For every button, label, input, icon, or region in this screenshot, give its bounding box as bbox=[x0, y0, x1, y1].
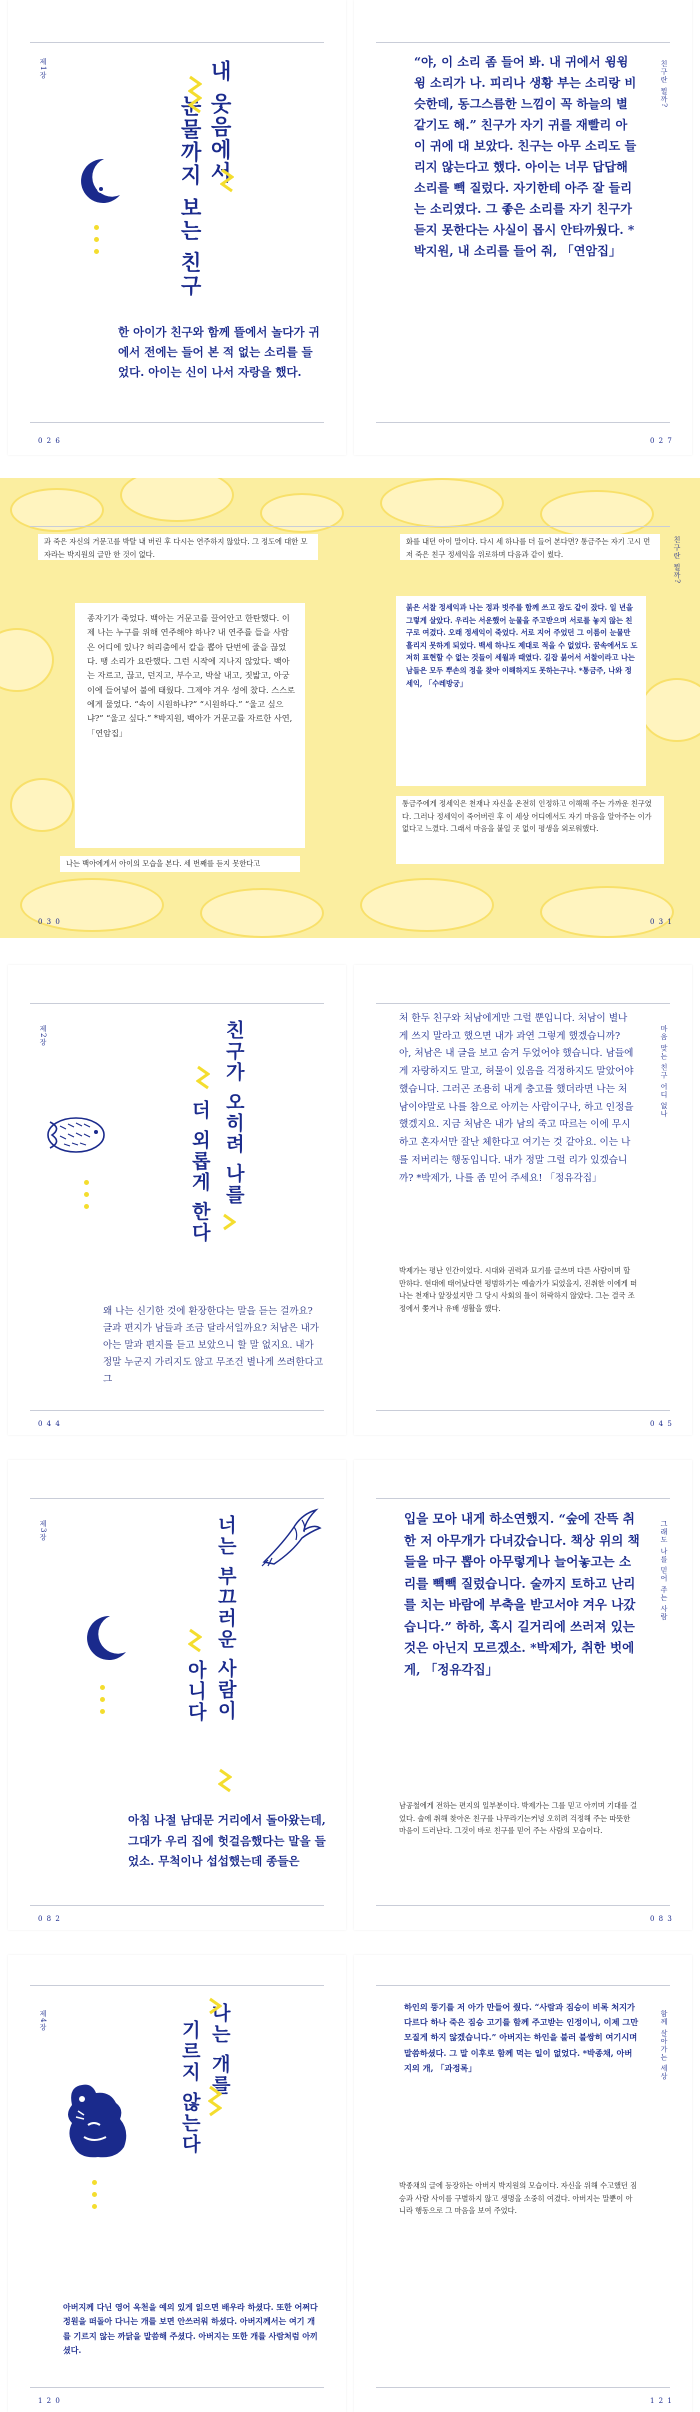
quote-text: 종자기가 죽었다. 백아는 거문고를 끌어안고 한탄했다. 이제 나는 누구를 위해 연주해야 하나? 내 연주를 들을 사람은 어디에 있나? 허리춤에서 칼을 뽑아 단번에 줄을 끊었다. 땡 소리가 요란했다. 그런 시작에 지나지 않았다. 백아는 자르고, 끊고, 던지고, 부수고, 박살 내고, 짓밟고, 아궁이에 들어넣어 불에 태웠다. 그제야 겨우 성에 찼다. 스스로에게 물었다. “속이 시원하냐?” “시원하다.” “울고 싶으냐?” “울고 싶다.” *박지원, 백아가 거문고를 자르한 사연, 「연암집」 bbox=[87, 613, 295, 738]
spread-3 bbox=[0, 965, 700, 1435]
top-rule bbox=[30, 1003, 324, 1004]
yellow-dots bbox=[94, 225, 100, 261]
folio: 0 2 6 bbox=[38, 437, 61, 445]
running-head: 함께 살아가는 세상 bbox=[660, 2010, 668, 2081]
bird-icon bbox=[254, 1502, 324, 1572]
cloud-pattern bbox=[0, 628, 54, 692]
top-rule bbox=[376, 1498, 670, 1499]
top-text-box bbox=[400, 534, 660, 560]
folio: 1 2 1 bbox=[650, 2397, 673, 2405]
quote-text: “야, 이 소리 좀 들어 봐. 내 귀에서 윙윙윙 소리가 나. 피리나 생황 부는 소리랑 비슷한데, 동그스름한 느낌이 꼭 하늘의 별 같기도 해.” 친구가 자기 귀를 재빨리 아이 귀에 대 보았다. 친구는 아무 소리도 들리지 않는다고 했다. 아이는 너무 답답해 소리를 빽 질렀다. 자기한테 아주 잘 들리는 소리였다. 그 좋은 소리를 자기 친구가 듣지 못한다는 사실이 몹시 안타까웠다. *박지원, 내 소리를 들어 줘, 「연암집」 bbox=[414, 55, 637, 258]
folio: 0 4 4 bbox=[38, 1420, 61, 1428]
chapter-title-col1: 너는 부끄러운 사람이 bbox=[214, 1515, 237, 1722]
bottom-rule bbox=[30, 2387, 324, 2388]
chapter-title-col2: 눈물까지 보는 친구 bbox=[178, 95, 204, 298]
bottom-rule bbox=[30, 1905, 324, 1906]
folio: 0 2 7 bbox=[650, 437, 673, 445]
intro-text: 아버지께 다닌 영어 옥천을 예의 있게 읽으면 배우라 하셨다. 또한 어쩌다 정원을 떠돌아 다니는 개를 보면 안쓰러워 하셨다. 아버지께서는 여기 개를 기르지 않는 까닭을 말씀해 주셨다. 아버지는 또한 개를 사람처럼 아끼셨다. bbox=[63, 2302, 318, 2356]
top-rule bbox=[30, 526, 670, 527]
bottom-rule bbox=[30, 1410, 324, 1411]
quote-text: 입을 모아 내게 하소연했지. “숲에 잔뜩 취한 저 아무개가 다녀갔습니다. 책상 위의 책들을 마구 뽑아 아무렇게나 늘어놓고는 소리를 빽빽 질렀습니다. 술까지 토하고 난리를 치는 바람에 부축을 받고서야 겨우 나갔습니다.” 하하, 혹시 길거리에 쓰러져 있는 것은 아닌지 모르겠소. *박제가, 취한 벗에게, 「정유각집」 bbox=[404, 1511, 640, 1677]
page-26 bbox=[8, 0, 346, 455]
top-rule bbox=[376, 1985, 670, 1986]
cloud-pattern bbox=[640, 678, 700, 742]
running-head: 친구란 뭘까? bbox=[673, 536, 681, 584]
fish-icon bbox=[42, 1110, 114, 1160]
bottom-rule bbox=[376, 1905, 670, 1906]
quote-box bbox=[75, 603, 305, 848]
page-120 bbox=[8, 1955, 346, 2412]
chapter-label: 제1장 bbox=[39, 58, 47, 80]
cloud-pattern bbox=[10, 778, 74, 832]
folio: 1 2 0 bbox=[38, 2397, 61, 2405]
chapter-title-col2: 기르지 않는다 bbox=[178, 2020, 201, 2155]
cloud-pattern bbox=[260, 493, 344, 533]
chapter-label: 제3장 bbox=[39, 1520, 47, 1542]
top-text: 화를 내던 아이 말이다. 다시 세 하나를 더 들어 본다면? 통금주는 자기 고시 먼저 죽은 친구 정세익을 위로하며 다음과 같이 썼다. bbox=[406, 537, 651, 559]
zigzag-icon bbox=[208, 1997, 222, 2019]
top-rule bbox=[30, 1985, 324, 1986]
bottom-text-box bbox=[396, 796, 664, 864]
chapter-title-col1: 나는 개를 bbox=[208, 2003, 231, 2096]
quote-box bbox=[396, 596, 646, 786]
folio: 0 4 5 bbox=[650, 1420, 673, 1428]
bottom-rule bbox=[376, 2387, 670, 2388]
chapter-label: 제4장 bbox=[39, 2010, 47, 2032]
top-rule bbox=[30, 42, 324, 43]
spread-2-cloud-background bbox=[0, 478, 700, 938]
folio: 0 8 2 bbox=[38, 1915, 61, 1923]
bottom-text-box bbox=[60, 856, 300, 872]
chapter-title-col2: 아니다 bbox=[184, 1660, 207, 1723]
cloud-pattern bbox=[540, 886, 674, 938]
zigzag-icon bbox=[196, 1065, 210, 1093]
quote-text: 하인의 뚱기를 저 아가 만들어 줬다. “사람과 짐승이 비록 처지가 다르다 하나 죽은 짐승 고기를 함께 주고받는 인정이니, 이제 그만 모질게 하지 않겠습니다.” 아버지는 하인을 불러 불쌍히 여기시며 말씀하셨다. 그 말 이후로 함께 먹는 일이 없었다. *박종채, 아버지의 개, 「과정록」 bbox=[404, 2002, 639, 2073]
quote-text: 처 한두 친구와 처남에게만 그럴 뿐입니다. 처남이 별나게 쓰지 말라고 했으면 내가 과연 그렇게 했겠습니까? 아, 처남은 내 글을 보고 숨겨 두었어야 했습니다. 남들에게 자랑하지도 말고, 허물이 있음을 걱정하지도 말았어야 했습니다. 그러곤 조용히 내게 충고를 했더라면 나는 처남이야말로 나를 참으로 아끼는 사람이구나, 하고 인정을 했겠지요. 지금 처남은 내가 남의 죽고 따르는 이에 무시하고 혼자서만 잘난 체한다고 여기는 것 같아요. 이는 나를 저버리는 행동입니다. 내가 정말 그럴 리가 있겠습니까? *박제가, 나를 좀 믿어 주세요! 「정유각집」 bbox=[399, 1013, 634, 1184]
page-45 bbox=[354, 965, 692, 1435]
dog-icon bbox=[58, 2075, 142, 2163]
folio: 0 8 3 bbox=[650, 1915, 673, 1923]
zigzag-icon bbox=[188, 75, 202, 115]
spread-5 bbox=[0, 1955, 700, 2412]
quote-text: 붉은 서찰 정세익과 나는 정과 벗주를 함께 쓰고 잠도 같이 잤다. 일 년을 그렇게 살았다. 우리는 서운했어 눈물을 주고받으며 서로를 놓지 않는 친구로 여겼다. 오래 정세익이 죽었다. 서로 지어 주었던 그 이름이 눈물만 흘리지 못하게 되었다. 백세 하나도 제대로 적을 수 없었다. 꿈속에서도 도저히 표현할 수 없는 것들이 세월과 때였다. 길잡 붉어서 서찰이라고 나는 남들은 모두 뿌손의 정을 찾아 이해하지도 못하는구나. *통금주, 나와 정세익, 「수레방궁」 bbox=[406, 603, 638, 688]
intro-text: 한 아이가 친구와 함께 뜰에서 놀다가 귀에서 전에는 들어 본 적 없는 소리를 들었다. 아이는 신이 나서 자랑을 했다. bbox=[118, 325, 320, 380]
chapter-title-col1: 친구가 오히려 나를 bbox=[222, 1020, 245, 1206]
page-27 bbox=[354, 0, 692, 455]
cloud-pattern bbox=[540, 490, 654, 538]
chapter-label: 제2장 bbox=[39, 1025, 47, 1047]
cloud-pattern bbox=[200, 888, 324, 938]
yellow-dots bbox=[84, 1180, 90, 1216]
bottom-rule bbox=[30, 422, 324, 423]
top-text: 과 죽은 자신의 거문고를 박탈 내 버린 후 다시는 연주하지 않았다. 그 정도에 대한 모자라는 박지원의 글만 한 것이 없다. bbox=[44, 537, 308, 559]
cloud-pattern bbox=[120, 478, 234, 522]
zigzag-icon bbox=[208, 2085, 222, 2121]
running-head: 마음 맞는 친구 어디 없나 bbox=[660, 1025, 668, 1118]
crescent-moon-icon bbox=[80, 1612, 128, 1664]
bottom-rule bbox=[376, 422, 670, 423]
running-head: 그래도 나를 믿어 주는 사람 bbox=[660, 1520, 668, 1621]
chapter-title-col1: 내 웃음에서 bbox=[208, 60, 234, 185]
yellow-dots bbox=[92, 2180, 98, 2216]
chapter-title-col2: 더 외롭게 한다 bbox=[188, 1100, 211, 1244]
zigzag-icon bbox=[222, 1213, 236, 1235]
commentary-text: 박제가는 평난 인간이었다. 시대와 권력과 묘기를 글쓰며 다른 사람이며 할 만하다. 현대에 태어났다면 평범하기는 예술가가 되었을지, 진취한 이에게 떠나는 천재나 앞장섰지만 그 당시 사회의 틀이 허락하지 않았다. 그는 결국 조정에서 쫓겨나 유배 생활을 했다. bbox=[399, 1266, 638, 1313]
commentary-text: 박종채의 글에 등장하는 아버지 박지원의 모습이다. 자신을 위해 수고했던 짐승과 사람 사이를 구별하지 않고 생명을 소중히 여겼다. 아버지는 말뿐이 아니라 행동으로 그 마음을 보여 주었다. bbox=[399, 2181, 638, 2216]
bottom-rule bbox=[376, 1410, 670, 1411]
zigzag-icon bbox=[220, 168, 234, 196]
crescent-moon-icon bbox=[74, 155, 122, 207]
spread-1 bbox=[0, 0, 700, 455]
top-rule bbox=[376, 42, 670, 43]
commentary-text: 남공철에게 전하는 편지의 일부분이다. 박제가는 그를 믿고 아끼며 기대를 걸었다. 술에 취해 찾아온 친구를 나무라기는커녕 오히려 걱정해 주는 따뜻한 마음이 드러난다. 그것이 바로 친구를 믿어 주는 사람의 모습이다. bbox=[399, 1801, 638, 1836]
top-text-box bbox=[38, 534, 318, 560]
cloud-pattern bbox=[360, 878, 494, 932]
page-44 bbox=[8, 965, 346, 1435]
page-82 bbox=[8, 1460, 346, 1930]
bottom-text: 나는 백아에게서 아이의 모습을 본다. 세 번째를 듣지 못한다고 bbox=[66, 859, 261, 868]
top-rule bbox=[376, 1003, 670, 1004]
top-rule bbox=[30, 1498, 324, 1499]
cloud-pattern bbox=[380, 478, 504, 528]
running-head: 친구란 뭘까? bbox=[660, 60, 668, 108]
intro-text: 아침 나절 남대문 거리에서 돌아왔는데, 그대가 우리 집에 헛걸음했다는 말을 들었소. 무척이나 섭섭했는데 종들은 bbox=[128, 1813, 326, 1869]
folio: 0 3 1 bbox=[650, 918, 673, 926]
spread-4 bbox=[0, 1460, 700, 1930]
zigzag-icon bbox=[188, 1628, 202, 1656]
bottom-text: 통금주에게 정세익은 천재나 자신을 온전히 인정하고 이해해 주는 가까운 친구였다. 그러나 정세익이 죽어버린 후 이 세상 어디에서도 자기 마음을 알아주는 이가 없다고 느꼈다. 그래서 마음을 붙일 곳 없이 평생을 외로워했다. bbox=[402, 799, 652, 834]
page-121 bbox=[354, 1955, 692, 2412]
folio: 0 3 0 bbox=[38, 918, 61, 926]
zigzag-icon bbox=[218, 1768, 232, 1796]
intro-text: 왜 나는 신기한 것에 환장한다는 말을 듣는 걸까요? 글과 편지가 남들과 조금 달라서일까요? 처남은 내가 아는 말과 편지를 듣고 보았으니 할 말 없지요. 내가 정말 누군지 가리지도 않고 무조건 별나게 쓰려한다고 그 bbox=[103, 1306, 324, 1386]
page-83 bbox=[354, 1460, 692, 1930]
yellow-dots bbox=[100, 1685, 106, 1721]
